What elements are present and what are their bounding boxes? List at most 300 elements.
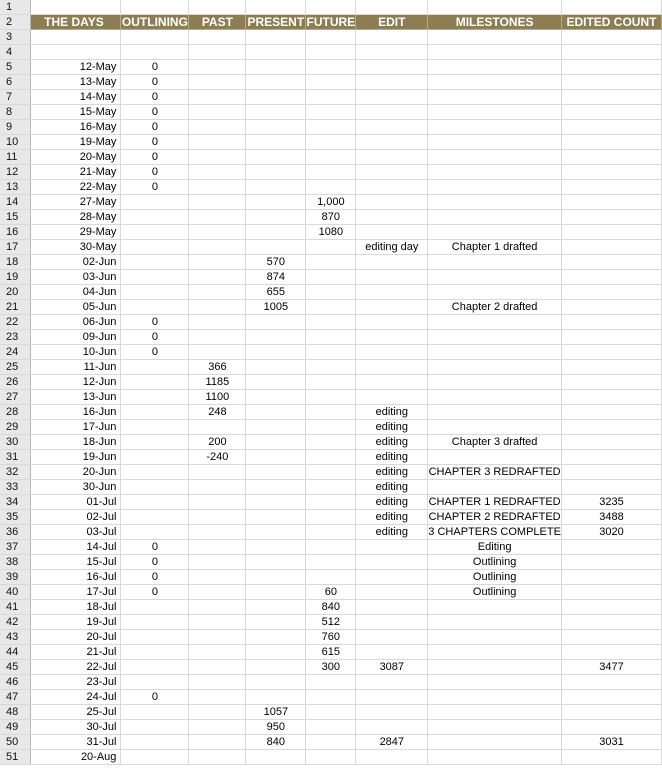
cell-edit[interactable] xyxy=(356,570,428,585)
cell-milestones[interactable] xyxy=(428,660,562,675)
cell-present[interactable] xyxy=(246,105,306,120)
row-header[interactable]: 1 xyxy=(0,0,31,15)
cell-future[interactable] xyxy=(306,165,356,180)
cell-past[interactable] xyxy=(189,690,246,705)
cell-days[interactable]: 04-Jun xyxy=(31,285,121,300)
cell-milestones[interactable] xyxy=(428,90,562,105)
cell-edit[interactable]: editing xyxy=(356,450,428,465)
cell-edited-count[interactable] xyxy=(561,630,661,645)
cell-future[interactable]: 615 xyxy=(306,645,356,660)
cell-edited-count[interactable] xyxy=(561,240,661,255)
cell-edited-count[interactable]: 3477 xyxy=(561,660,661,675)
cell-edited-count[interactable] xyxy=(561,180,661,195)
cell-future[interactable] xyxy=(306,60,356,75)
cell-days[interactable]: 20-Jun xyxy=(31,465,121,480)
cell-milestones[interactable]: Chapter 1 drafted xyxy=(428,240,562,255)
cell-days[interactable]: 21-May xyxy=(31,165,121,180)
cell-outlining[interactable] xyxy=(121,195,189,210)
cell-future[interactable] xyxy=(306,705,356,720)
cell-past[interactable] xyxy=(189,735,246,750)
cell-present[interactable]: 655 xyxy=(246,285,306,300)
cell-past[interactable] xyxy=(189,540,246,555)
cell-edit[interactable] xyxy=(356,90,428,105)
cell-past[interactable] xyxy=(189,0,246,15)
cell-present[interactable] xyxy=(246,360,306,375)
cell-milestones[interactable] xyxy=(428,165,562,180)
column-header-future[interactable]: FUTURE xyxy=(306,15,356,29)
cell-future[interactable] xyxy=(306,135,356,150)
cell-edited-count[interactable] xyxy=(561,615,661,630)
cell-days[interactable]: 13-May xyxy=(31,75,121,90)
cell-edit[interactable] xyxy=(356,615,428,630)
cell-days[interactable]: 02-Jun xyxy=(31,255,121,270)
cell-future[interactable] xyxy=(306,240,356,255)
cell-past[interactable] xyxy=(189,135,246,150)
cell-edit[interactable]: editing day xyxy=(356,240,428,255)
cell-future[interactable] xyxy=(306,45,356,60)
row-header[interactable]: 38 xyxy=(0,555,31,570)
cell-milestones[interactable]: Chapter 2 drafted xyxy=(428,300,562,315)
row-header[interactable]: 41 xyxy=(0,600,31,615)
cell-milestones[interactable]: Editing xyxy=(428,540,562,555)
cell-edited-count[interactable] xyxy=(561,645,661,660)
row-header[interactable]: 25 xyxy=(0,360,31,375)
cell-milestones[interactable] xyxy=(428,690,562,705)
cell-future[interactable] xyxy=(306,555,356,570)
cell-past[interactable] xyxy=(189,585,246,600)
row-header[interactable]: 7 xyxy=(0,90,31,105)
row-header[interactable]: 28 xyxy=(0,405,31,420)
row-header[interactable]: 15 xyxy=(0,210,31,225)
cell-edited-count[interactable] xyxy=(561,585,661,600)
cell-outlining[interactable]: 0 xyxy=(121,555,189,570)
cell-outlining[interactable]: 0 xyxy=(121,570,189,585)
cell-edited-count[interactable] xyxy=(561,450,661,465)
cell-present[interactable] xyxy=(246,315,306,330)
cell-edited-count[interactable] xyxy=(561,45,661,60)
cell-milestones[interactable]: Outlining xyxy=(428,570,562,585)
cell-edit[interactable] xyxy=(356,165,428,180)
cell-edit[interactable] xyxy=(356,690,428,705)
cell-edit[interactable] xyxy=(356,585,428,600)
cell-milestones[interactable] xyxy=(428,255,562,270)
cell-present[interactable] xyxy=(246,465,306,480)
cell-days[interactable]: 17-Jun xyxy=(31,420,121,435)
cell-days[interactable]: 30-Jun xyxy=(31,480,121,495)
cell-outlining[interactable] xyxy=(121,510,189,525)
row-header[interactable]: 10 xyxy=(0,135,31,150)
cell-present[interactable] xyxy=(246,30,306,45)
cell-edited-count[interactable] xyxy=(561,675,661,690)
cell-edited-count[interactable] xyxy=(561,60,661,75)
cell-edit[interactable]: editing xyxy=(356,525,428,540)
cell-past[interactable] xyxy=(189,555,246,570)
cell-milestones[interactable]: 3 CHAPTERS COMPLETE xyxy=(428,526,561,538)
cell-milestones[interactable] xyxy=(428,30,562,45)
cell-future[interactable] xyxy=(306,750,356,765)
cell-edited-count[interactable] xyxy=(561,120,661,135)
cell-outlining[interactable] xyxy=(121,210,189,225)
cell-edit[interactable]: 2847 xyxy=(356,735,428,750)
cell-edited-count[interactable] xyxy=(561,435,661,450)
cell-edit[interactable] xyxy=(356,225,428,240)
cell-edited-count[interactable] xyxy=(561,360,661,375)
cell-future[interactable] xyxy=(306,450,356,465)
cell-future[interactable] xyxy=(306,90,356,105)
cell-edit[interactable] xyxy=(356,345,428,360)
cell-edited-count[interactable] xyxy=(561,30,661,45)
cell-milestones[interactable] xyxy=(428,375,562,390)
cell-future[interactable] xyxy=(306,465,356,480)
cell-outlining[interactable]: 0 xyxy=(121,540,189,555)
cell-milestones[interactable] xyxy=(428,615,562,630)
cell-days[interactable]: 03-Jul xyxy=(31,525,121,540)
cell-days[interactable]: 25-Jul xyxy=(31,705,121,720)
cell-edit[interactable] xyxy=(356,270,428,285)
cell-milestones[interactable] xyxy=(428,195,562,210)
cell-days[interactable]: 13-Jun xyxy=(31,390,121,405)
cell-edit[interactable] xyxy=(356,645,428,660)
cell-outlining[interactable] xyxy=(121,420,189,435)
cell-past[interactable] xyxy=(189,60,246,75)
cell-days[interactable]: 23-Jul xyxy=(31,675,121,690)
cell-past[interactable] xyxy=(189,495,246,510)
cell-outlining[interactable] xyxy=(121,705,189,720)
cell-past[interactable] xyxy=(189,30,246,45)
cell-past[interactable] xyxy=(189,645,246,660)
cell-days[interactable]: 06-Jun xyxy=(31,315,121,330)
cell-present[interactable] xyxy=(246,750,306,765)
cell-milestones[interactable] xyxy=(428,360,562,375)
cell-future[interactable] xyxy=(306,270,356,285)
cell-edit[interactable] xyxy=(356,630,428,645)
row-header[interactable]: 30 xyxy=(0,435,31,450)
cell-milestones[interactable] xyxy=(428,480,562,495)
cell-future[interactable] xyxy=(306,735,356,750)
cell-past[interactable] xyxy=(189,705,246,720)
cell-edit[interactable] xyxy=(356,300,428,315)
cell-outlining[interactable]: 0 xyxy=(121,75,189,90)
cell-days[interactable] xyxy=(31,30,121,45)
cell-present[interactable] xyxy=(246,450,306,465)
cell-present[interactable]: 950 xyxy=(246,720,306,735)
cell-future[interactable] xyxy=(306,30,356,45)
row-header[interactable]: 11 xyxy=(0,150,31,165)
cell-milestones[interactable] xyxy=(428,135,562,150)
cell-edited-count[interactable] xyxy=(561,285,661,300)
cell-present[interactable] xyxy=(246,120,306,135)
cell-days[interactable]: 16-May xyxy=(31,120,121,135)
cell-present[interactable] xyxy=(246,435,306,450)
cell-present[interactable] xyxy=(246,180,306,195)
cell-days[interactable]: 16-Jun xyxy=(31,405,121,420)
cell-outlining[interactable] xyxy=(121,30,189,45)
cell-present[interactable] xyxy=(246,225,306,240)
cell-edit[interactable] xyxy=(356,75,428,90)
row-header[interactable]: 42 xyxy=(0,615,31,630)
cell-edited-count[interactable] xyxy=(561,255,661,270)
cell-future[interactable]: 1080 xyxy=(306,225,356,240)
cell-edit[interactable]: editing xyxy=(356,480,428,495)
cell-days[interactable]: 19-Jun xyxy=(31,450,121,465)
cell-future[interactable]: 300 xyxy=(306,660,356,675)
cell-outlining[interactable] xyxy=(121,750,189,765)
cell-present[interactable] xyxy=(246,555,306,570)
cell-edited-count[interactable] xyxy=(561,105,661,120)
row-header[interactable]: 5 xyxy=(0,60,31,75)
cell-present[interactable] xyxy=(246,75,306,90)
cell-past[interactable] xyxy=(189,255,246,270)
cell-future[interactable] xyxy=(306,570,356,585)
cell-present[interactable] xyxy=(246,675,306,690)
cell-present[interactable] xyxy=(246,480,306,495)
cell-edited-count[interactable] xyxy=(561,195,661,210)
cell-future[interactable] xyxy=(306,285,356,300)
row-header[interactable]: 35 xyxy=(0,510,31,525)
row-header[interactable]: 2 xyxy=(0,15,31,30)
cell-outlining[interactable] xyxy=(121,720,189,735)
cell-milestones[interactable] xyxy=(428,315,562,330)
cell-edit[interactable] xyxy=(356,705,428,720)
cell-days[interactable]: 27-May xyxy=(31,195,121,210)
cell-outlining[interactable] xyxy=(121,390,189,405)
cell-future[interactable] xyxy=(306,495,356,510)
row-header[interactable]: 13 xyxy=(0,180,31,195)
cell-days[interactable] xyxy=(31,45,121,60)
cell-days[interactable]: 17-Jul xyxy=(31,585,121,600)
cell-future[interactable] xyxy=(306,345,356,360)
cell-future[interactable]: 1,000 xyxy=(306,195,356,210)
cell-outlining[interactable]: 0 xyxy=(121,315,189,330)
cell-edited-count[interactable]: 3031 xyxy=(561,735,661,750)
cell-present[interactable]: 840 xyxy=(246,735,306,750)
cell-past[interactable] xyxy=(189,660,246,675)
cell-edit[interactable] xyxy=(356,105,428,120)
cell-present[interactable] xyxy=(246,630,306,645)
cell-present[interactable] xyxy=(246,600,306,615)
cell-edit[interactable]: 3087 xyxy=(356,660,428,675)
cell-days[interactable] xyxy=(31,0,121,15)
column-header-edited-count[interactable]: EDITED COUNT xyxy=(561,15,661,30)
cell-milestones[interactable] xyxy=(428,720,562,735)
cell-milestones[interactable]: Chapter 3 drafted xyxy=(428,435,562,450)
cell-future[interactable] xyxy=(306,405,356,420)
cell-edit[interactable]: editing xyxy=(356,465,428,480)
row-header[interactable]: 16 xyxy=(0,225,31,240)
cell-edit[interactable] xyxy=(356,720,428,735)
cell-days[interactable]: 20-Jul xyxy=(31,630,121,645)
cell-milestones[interactable] xyxy=(428,210,562,225)
row-header[interactable]: 31 xyxy=(0,450,31,465)
cell-present[interactable] xyxy=(246,240,306,255)
cell-days[interactable]: 12-May xyxy=(31,60,121,75)
row-header[interactable]: 6 xyxy=(0,75,31,90)
cell-present[interactable] xyxy=(246,420,306,435)
cell-edit[interactable] xyxy=(356,600,428,615)
cell-present[interactable] xyxy=(246,645,306,660)
cell-edit[interactable] xyxy=(356,45,428,60)
cell-days[interactable]: 01-Jul xyxy=(31,495,121,510)
cell-present[interactable] xyxy=(246,570,306,585)
cell-future[interactable] xyxy=(306,720,356,735)
cell-past[interactable] xyxy=(189,630,246,645)
cell-past[interactable] xyxy=(189,270,246,285)
cell-days[interactable]: 19-May xyxy=(31,135,121,150)
cell-milestones[interactable] xyxy=(428,630,562,645)
cell-edited-count[interactable] xyxy=(561,0,661,15)
cell-future[interactable] xyxy=(306,420,356,435)
cell-days[interactable]: 12-Jun xyxy=(31,375,121,390)
cell-future[interactable] xyxy=(306,435,356,450)
cell-edited-count[interactable]: 3488 xyxy=(561,510,661,525)
column-header-days[interactable]: THE DAYS xyxy=(31,15,121,30)
cell-outlining[interactable]: 0 xyxy=(121,135,189,150)
cell-days[interactable]: 15-May xyxy=(31,105,121,120)
cell-edit[interactable] xyxy=(356,675,428,690)
cell-past[interactable]: -240 xyxy=(189,450,246,465)
cell-milestones[interactable] xyxy=(428,150,562,165)
row-header[interactable]: 23 xyxy=(0,330,31,345)
cell-outlining[interactable] xyxy=(121,615,189,630)
cell-milestones[interactable]: CHAPTER 1 REDRAFTED xyxy=(428,496,561,508)
cell-days[interactable]: 19-Jul xyxy=(31,615,121,630)
cell-future[interactable] xyxy=(306,150,356,165)
cell-days[interactable]: 02-Jul xyxy=(31,510,121,525)
row-header[interactable]: 33 xyxy=(0,480,31,495)
cell-edited-count[interactable] xyxy=(561,315,661,330)
cell-edited-count[interactable] xyxy=(561,90,661,105)
cell-milestones[interactable]: CHAPTER 3 REDRAFTED xyxy=(428,466,561,478)
cell-days[interactable]: 30-May xyxy=(31,240,121,255)
cell-past[interactable] xyxy=(189,75,246,90)
row-header[interactable]: 37 xyxy=(0,540,31,555)
cell-past[interactable] xyxy=(189,300,246,315)
cell-outlining[interactable] xyxy=(121,225,189,240)
cell-outlining[interactable]: 0 xyxy=(121,120,189,135)
cell-milestones[interactable] xyxy=(428,105,562,120)
cell-days[interactable]: 30-Jul xyxy=(31,720,121,735)
cell-edited-count[interactable] xyxy=(561,390,661,405)
row-header[interactable]: 8 xyxy=(0,105,31,120)
cell-outlining[interactable] xyxy=(121,45,189,60)
column-header-outlining[interactable]: OUTLINING xyxy=(121,15,188,29)
cell-edited-count[interactable] xyxy=(561,225,661,240)
row-header[interactable]: 32 xyxy=(0,465,31,480)
cell-milestones[interactable]: Outlining xyxy=(428,585,562,600)
cell-edit[interactable] xyxy=(356,540,428,555)
cell-present[interactable]: 570 xyxy=(246,255,306,270)
cell-past[interactable] xyxy=(189,465,246,480)
cell-past[interactable] xyxy=(189,45,246,60)
cell-future[interactable]: 60 xyxy=(306,585,356,600)
cell-edited-count[interactable] xyxy=(561,210,661,225)
cell-outlining[interactable] xyxy=(121,645,189,660)
cell-milestones[interactable] xyxy=(428,735,562,750)
column-header-past[interactable]: PAST xyxy=(189,15,246,30)
cell-days[interactable]: 10-Jun xyxy=(31,345,121,360)
cell-days[interactable]: 21-Jul xyxy=(31,645,121,660)
cell-days[interactable]: 14-Jul xyxy=(31,540,121,555)
row-header[interactable]: 27 xyxy=(0,390,31,405)
cell-past[interactable] xyxy=(189,150,246,165)
cell-edited-count[interactable] xyxy=(561,330,661,345)
cell-edit[interactable] xyxy=(356,375,428,390)
cell-milestones[interactable] xyxy=(428,45,562,60)
cell-present[interactable] xyxy=(246,135,306,150)
cell-past[interactable] xyxy=(189,105,246,120)
cell-edit[interactable]: editing xyxy=(356,510,428,525)
cell-past[interactable]: 366 xyxy=(189,360,246,375)
cell-present[interactable]: 1005 xyxy=(246,300,306,315)
cell-milestones[interactable] xyxy=(428,330,562,345)
cell-past[interactable]: 200 xyxy=(189,435,246,450)
cell-outlining[interactable] xyxy=(121,405,189,420)
cell-edit[interactable] xyxy=(356,555,428,570)
cell-past[interactable] xyxy=(189,330,246,345)
cell-past[interactable]: 1185 xyxy=(189,375,246,390)
cell-present[interactable] xyxy=(246,165,306,180)
cell-days[interactable]: 15-Jul xyxy=(31,555,121,570)
cell-days[interactable]: 09-Jun xyxy=(31,330,121,345)
cell-edited-count[interactable] xyxy=(561,150,661,165)
cell-milestones[interactable] xyxy=(428,225,562,240)
cell-days[interactable]: 16-Jul xyxy=(31,570,121,585)
cell-days[interactable]: 03-Jun xyxy=(31,270,121,285)
cell-outlining[interactable]: 0 xyxy=(121,60,189,75)
cell-edited-count[interactable] xyxy=(561,165,661,180)
cell-outlining[interactable] xyxy=(121,270,189,285)
cell-days[interactable]: 28-May xyxy=(31,210,121,225)
cell-present[interactable] xyxy=(246,390,306,405)
cell-past[interactable] xyxy=(189,120,246,135)
cell-present[interactable]: 1057 xyxy=(246,705,306,720)
cell-days[interactable]: 24-Jul xyxy=(31,690,121,705)
cell-outlining[interactable]: 0 xyxy=(121,585,189,600)
cell-outlining[interactable] xyxy=(121,480,189,495)
row-header[interactable]: 29 xyxy=(0,420,31,435)
row-header[interactable]: 50 xyxy=(0,735,31,750)
cell-present[interactable] xyxy=(246,195,306,210)
cell-future[interactable] xyxy=(306,525,356,540)
cell-past[interactable] xyxy=(189,225,246,240)
row-header[interactable]: 40 xyxy=(0,585,31,600)
cell-past[interactable] xyxy=(189,240,246,255)
cell-milestones[interactable] xyxy=(428,645,562,660)
cell-milestones[interactable] xyxy=(428,0,562,15)
cell-milestones[interactable] xyxy=(428,420,562,435)
cell-outlining[interactable] xyxy=(121,465,189,480)
cell-edited-count[interactable] xyxy=(561,420,661,435)
row-header[interactable]: 14 xyxy=(0,195,31,210)
cell-edited-count[interactable] xyxy=(561,465,661,480)
row-header[interactable]: 43 xyxy=(0,630,31,645)
cell-edited-count[interactable] xyxy=(561,300,661,315)
cell-edited-count[interactable] xyxy=(561,405,661,420)
row-header[interactable]: 46 xyxy=(0,675,31,690)
cell-present[interactable] xyxy=(246,540,306,555)
cell-edited-count[interactable] xyxy=(561,75,661,90)
row-header[interactable]: 21 xyxy=(0,300,31,315)
cell-edit[interactable] xyxy=(356,195,428,210)
cell-milestones[interactable] xyxy=(428,60,562,75)
cell-days[interactable]: 20-Aug xyxy=(31,750,121,765)
cell-past[interactable]: 248 xyxy=(189,405,246,420)
cell-edit[interactable]: editing xyxy=(356,495,428,510)
cell-outlining[interactable] xyxy=(121,495,189,510)
cell-future[interactable] xyxy=(306,540,356,555)
cell-future[interactable] xyxy=(306,300,356,315)
cell-past[interactable] xyxy=(189,525,246,540)
